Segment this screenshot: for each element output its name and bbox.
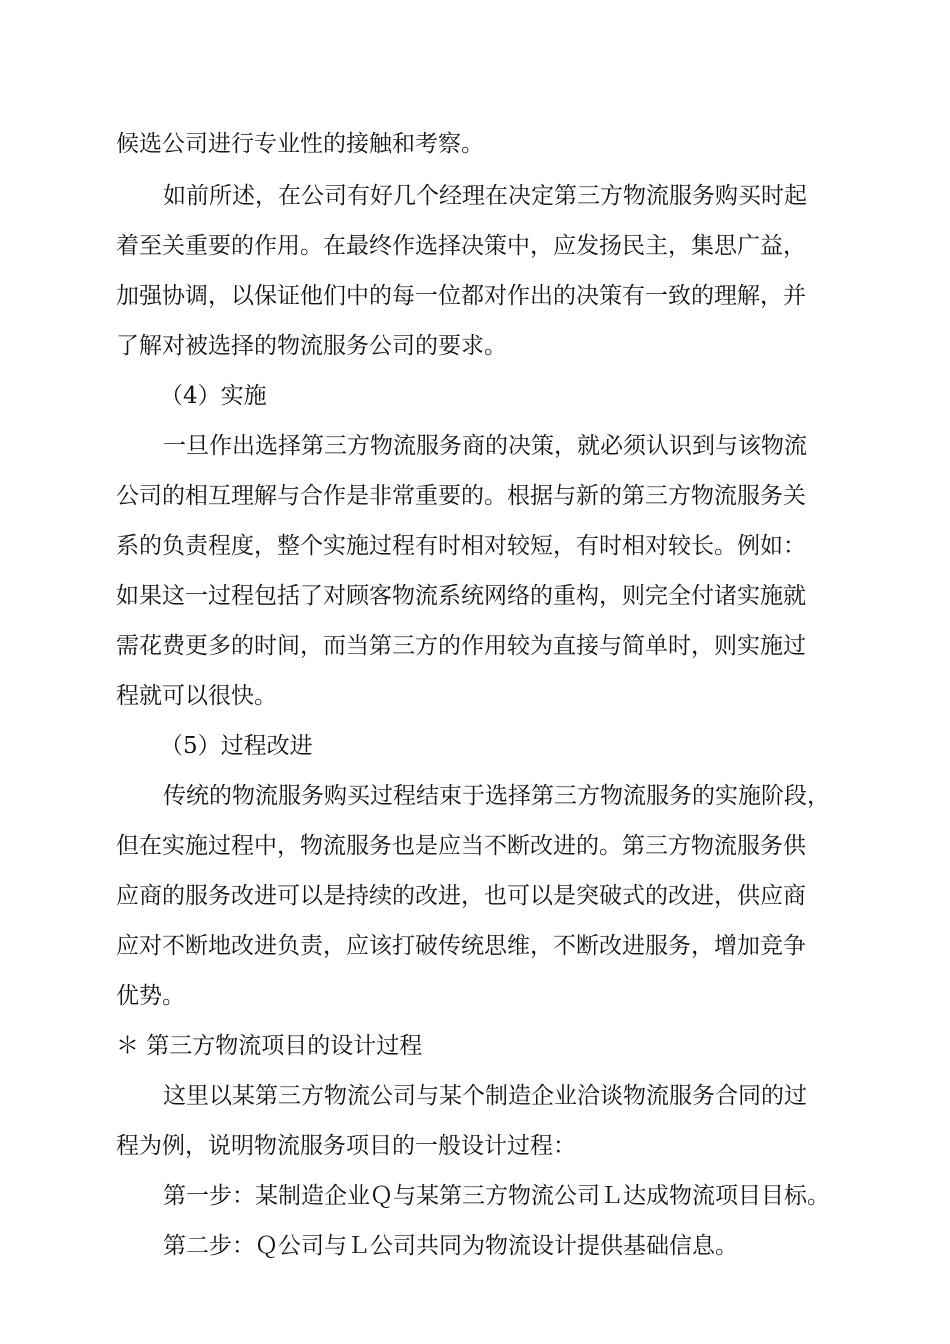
section-heading: （4）实施 (160, 383, 267, 409)
text-line: 需花费更多的时间，而当第三方的作用较为直接与简单时，则实施过 (116, 633, 806, 659)
section-heading: ＊ 第三方物流项目的设计过程 (116, 1033, 423, 1059)
step-line: 第二步：Ｑ公司与Ｌ公司共同为物流设计提供基础信息。 (163, 1233, 738, 1259)
text-line: 程就可以很快。 (116, 683, 277, 709)
text-line: 着至关重要的作用。在最终作选择决策中，应发扬民主，集思广益， (116, 233, 806, 259)
text-line: 如前所述，在公司有好几个经理在决定第三方物流服务购买时起 (163, 183, 807, 209)
text-line: 候选公司进行专业性的接触和考察。 (116, 131, 484, 157)
text-line: 应对不断地改进负责，应该打破传统思维，不断改进服务，增加竞争 (116, 933, 806, 959)
text-line: 了解对被选择的物流服务公司的要求。 (116, 333, 507, 359)
text-line: 应商的服务改进可以是持续的改进，也可以是突破式的改进，供应商 (116, 883, 806, 909)
step-line: 第一步：某制造企业Ｑ与某第三方物流公司Ｌ达成物流项目目标。 (163, 1183, 830, 1209)
text-line: 系的负责程度，整个实施过程有时相对较短，有时相对较长。例如： (116, 533, 806, 559)
text-line: 这里以某第三方物流公司与某个制造企业洽谈物流服务合同的过 (163, 1083, 807, 1109)
text-line: 优势。 (116, 983, 185, 1009)
section-heading: （5）过程改进 (160, 733, 313, 759)
text-line: 公司的相互理解与合作是非常重要的。根据与新的第三方物流服务关 (116, 483, 806, 509)
text-line: 一旦作出选择第三方物流服务商的决策，就必须认识到与该物流 (163, 433, 807, 459)
text-line: 如果这一过程包括了对顾客物流系统网络的重构，则完全付诸实施就 (116, 583, 806, 609)
text-line: 传统的物流服务购买过程结束于选择第三方物流服务的实施阶段， (163, 783, 830, 809)
text-line: 但在实施过程中，物流服务也是应当不断改进的。第三方物流服务供 (116, 833, 806, 859)
text-line: 加强协调，以保证他们中的每一位都对作出的决策有一致的理解，并 (116, 283, 806, 309)
text-line: 程为例，说明物流服务项目的一般设计过程： (116, 1133, 576, 1159)
